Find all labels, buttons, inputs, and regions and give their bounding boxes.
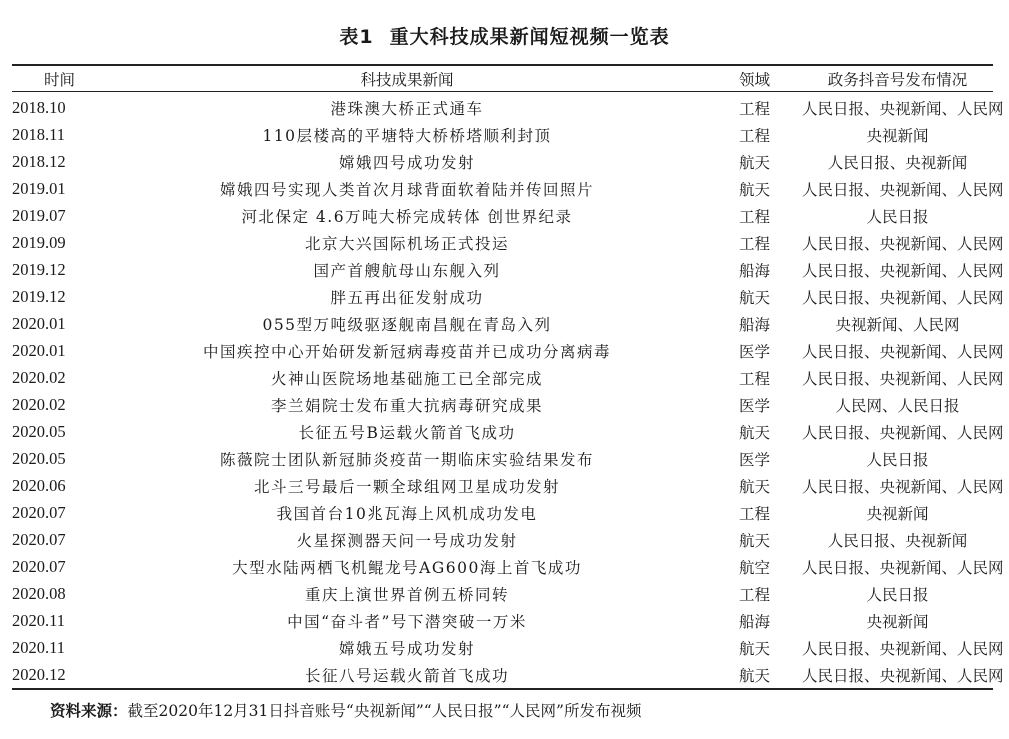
- cell-time: 2018.12: [12, 151, 66, 171]
- cell-news: 嫦娥四号成功发射: [338, 153, 475, 172]
- cell-field: 船海: [738, 261, 770, 280]
- cell-publishers: 人民日报、央视新闻、人民网: [802, 423, 1004, 442]
- table-row: [12, 472, 993, 499]
- cell-publishers: 央视新闻: [866, 504, 929, 523]
- cell-news: 中国“奋斗者”号下潜突破一万米: [287, 612, 527, 631]
- cell-time: 2020.02: [12, 367, 66, 387]
- cell-time: 2019.07: [12, 205, 66, 225]
- header-time: 时间: [43, 70, 75, 89]
- table-row: [12, 202, 993, 229]
- cell-news: 长征五号B运载火箭首飞成功: [298, 423, 516, 442]
- cell-publishers: 人民日报、央视新闻、人民网: [802, 558, 1004, 577]
- cell-news: 嫦娥五号成功发射: [338, 639, 475, 658]
- cell-field: 船海: [738, 612, 770, 631]
- table-row: [12, 283, 993, 310]
- table-row: [12, 121, 993, 148]
- cell-time: 2020.05: [12, 421, 66, 441]
- cell-news: 河北保定 4.6万吨大桥完成转体 创世界纪录: [241, 207, 573, 226]
- header-row: [12, 65, 993, 92]
- cell-field: 工程: [738, 234, 770, 253]
- table-row: [12, 418, 993, 445]
- table-row: [12, 310, 993, 337]
- cell-field: 航天: [738, 531, 770, 550]
- cell-time: 2020.07: [12, 502, 66, 522]
- cell-news: 李兰娟院士发布重大抗病毒研究成果: [270, 396, 543, 415]
- cell-field: 医学: [738, 450, 770, 469]
- cell-publishers: 人民日报、央视新闻、人民网: [802, 180, 1004, 199]
- cell-field: 航天: [738, 666, 770, 685]
- table-number: 表1: [339, 26, 374, 48]
- cell-publishers: 人民日报、央视新闻、人民网: [802, 477, 1004, 496]
- cell-news: 110层楼高的平塘特大桥桥塔顺利封顶: [262, 126, 552, 145]
- cell-news: 火神山医院场地基础施工已全部完成: [270, 369, 543, 388]
- cell-time: 2018.11: [12, 124, 66, 144]
- cell-news: 国产首艘航母山东舰入列: [313, 261, 501, 280]
- table-row: [12, 391, 993, 418]
- cell-publishers: 人民网、人民日报: [835, 396, 960, 415]
- cell-publishers: 人民日报、央视新闻: [827, 153, 968, 172]
- cell-publishers: 人民日报、央视新闻: [827, 531, 968, 550]
- table-row: [12, 256, 993, 283]
- cell-publishers: 央视新闻: [866, 126, 929, 145]
- table-row: [12, 337, 993, 364]
- cell-publishers: 人民日报、央视新闻、人民网: [802, 99, 1004, 118]
- cell-publishers: 人民日报: [866, 207, 929, 226]
- cell-time: 2020.07: [12, 556, 66, 576]
- table-row: [12, 445, 993, 472]
- table-row: [12, 229, 993, 256]
- table-caption: [0, 22, 1009, 49]
- cell-publishers: 央视新闻: [866, 612, 929, 631]
- cell-field: 航天: [738, 153, 770, 172]
- cell-publishers: 人民日报、央视新闻、人民网: [802, 666, 1004, 685]
- table-row: [12, 580, 993, 607]
- source-label: 资料来源：: [50, 702, 128, 720]
- cell-news: 胖五再出征发射成功: [330, 288, 484, 307]
- cell-field: 航天: [738, 180, 770, 199]
- cell-news: 我国首台10兆瓦海上风机成功发电: [276, 504, 538, 523]
- table-row: [12, 148, 993, 175]
- cell-publishers: 人民日报、央视新闻、人民网: [802, 369, 1004, 388]
- cell-time: 2020.11: [12, 610, 66, 630]
- table-row: [12, 92, 993, 122]
- news-table: [12, 64, 1004, 690]
- cell-field: 工程: [738, 585, 770, 604]
- cell-publishers: 人民日报、央视新闻、人民网: [802, 234, 1004, 253]
- table-header: [12, 65, 993, 92]
- header-publishers: 政务抖音号发布情况: [827, 70, 968, 89]
- cell-publishers: 人民日报: [866, 450, 929, 469]
- cell-field: 工程: [738, 504, 770, 523]
- cell-news: 嫦娥四号实现人类首次月球背面软着陆并传回照片: [219, 180, 594, 199]
- source-note: [50, 699, 641, 721]
- cell-time: 2020.02: [12, 394, 66, 414]
- cell-field: 工程: [738, 99, 770, 118]
- cell-field: 航天: [738, 639, 770, 658]
- table-row: [12, 175, 993, 202]
- cell-news: 055型万吨级驱逐舰南昌舰在青岛入列: [262, 315, 552, 334]
- cell-publishers: 央视新闻、人民网: [835, 315, 960, 334]
- cell-news: 港珠澳大桥正式通车: [330, 99, 484, 118]
- cell-time: 2018.10: [12, 97, 66, 117]
- cell-news: 火星探测器天问一号成功发射: [296, 531, 518, 550]
- cell-news: 北京大兴国际机场正式投运: [304, 234, 509, 253]
- cell-news: 北斗三号最后一颗全球组网卫星成功发射: [253, 477, 560, 496]
- cell-time: 2020.06: [12, 475, 66, 495]
- cell-field: 航天: [738, 423, 770, 442]
- cell-time: 2020.01: [12, 313, 66, 333]
- cell-publishers: 人民日报: [866, 585, 929, 604]
- cell-field: 航空: [738, 558, 770, 577]
- table-row: [12, 634, 993, 661]
- cell-field: 航天: [738, 288, 770, 307]
- cell-time: 2020.08: [12, 583, 66, 603]
- cell-time: 2019.12: [12, 259, 66, 279]
- table-row: [12, 526, 993, 553]
- header-news: 科技成果新闻: [360, 70, 454, 89]
- cell-publishers: 人民日报、央视新闻、人民网: [802, 639, 1004, 658]
- cell-time: 2020.12: [12, 664, 66, 684]
- cell-time: 2020.05: [12, 448, 66, 468]
- cell-time: 2020.11: [12, 637, 66, 657]
- table-title: 重大科技成果新闻短视频一览表: [389, 26, 670, 48]
- cell-news: 大型水陆两栖飞机鲲龙号AG600海上首飞成功: [232, 558, 582, 577]
- cell-news: 中国疾控中心开始研发新冠病毒疫苗并已成功分离病毒: [202, 342, 611, 361]
- header-field: 领域: [738, 70, 770, 89]
- table-row: [12, 499, 993, 526]
- cell-publishers: 人民日报、央视新闻、人民网: [802, 288, 1004, 307]
- cell-field: 医学: [738, 396, 770, 415]
- table-row: [12, 364, 993, 391]
- table-row: [12, 607, 993, 634]
- cell-news: 重庆上演世界首例五桥同转: [304, 585, 509, 604]
- cell-news: 陈薇院士团队新冠肺炎疫苗一期临床实验结果发布: [219, 450, 594, 469]
- cell-time: 2019.09: [12, 232, 66, 252]
- cell-field: 航天: [738, 477, 770, 496]
- cell-time: 2020.01: [12, 340, 66, 360]
- source-text: 截至2020年12月31日抖音账号“央视新闻”“人民日报”“人民网”所发布视频: [127, 702, 642, 720]
- cell-publishers: 人民日报、央视新闻、人民网: [802, 261, 1004, 280]
- cell-time: 2019.12: [12, 286, 66, 306]
- table-row: [12, 553, 993, 580]
- cell-publishers: 人民日报、央视新闻、人民网: [802, 342, 1004, 361]
- cell-field: 工程: [738, 126, 770, 145]
- table-body: [12, 92, 1004, 690]
- cell-field: 工程: [738, 207, 770, 226]
- cell-time: 2019.01: [12, 178, 66, 198]
- table-row: [12, 661, 993, 689]
- cell-time: 2020.07: [12, 529, 66, 549]
- cell-field: 船海: [738, 315, 770, 334]
- cell-field: 工程: [738, 369, 770, 388]
- cell-news: 长征八号运载火箭首飞成功: [304, 666, 509, 685]
- cell-field: 医学: [738, 342, 770, 361]
